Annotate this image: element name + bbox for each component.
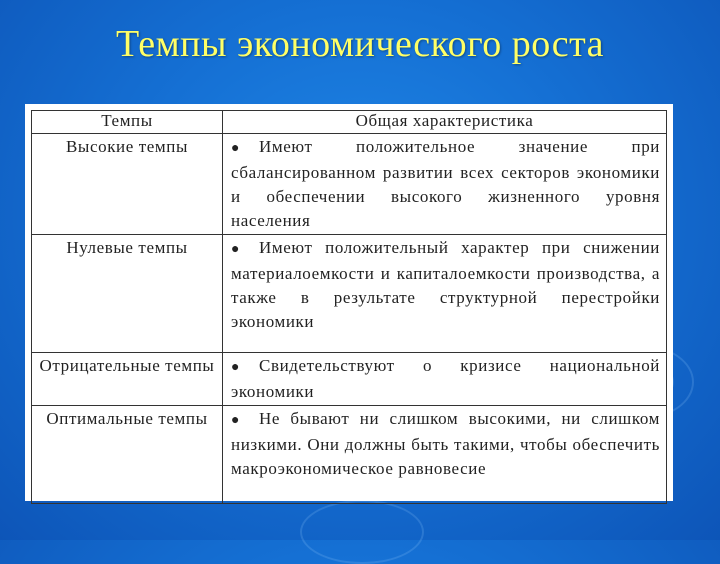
row-description: Свидетельствуют о кризисе национальной экономики: [231, 356, 660, 401]
growth-rates-table: [31, 110, 667, 504]
column-header-characteristic: Общая характеристика: [223, 111, 667, 134]
table-container: [25, 104, 673, 501]
table-row: [32, 353, 667, 406]
row-description: Имеют положительный характер при снижении материалоемкости и капиталоемкости производства, а также в результате структурной перестройки экономики: [231, 238, 660, 331]
row-description-cell: [223, 134, 667, 235]
column-header-rates: Темпы: [32, 111, 223, 134]
table-row: [32, 406, 667, 504]
row-name: Нулевые темпы: [32, 235, 223, 353]
row-description: Имеют положительное значение при сбалансированном развитии всех секторов экономики и обеспечении высокого жизненного уровня населения: [231, 137, 660, 230]
row-description-cell: [223, 406, 667, 504]
slide-title: Темпы экономического роста: [115, 23, 605, 65]
row-name: Оптимальные темпы: [32, 406, 223, 504]
row-name: Высокие темпы: [32, 134, 223, 235]
table-row: [32, 134, 667, 235]
row-name: Отрицательные темпы: [32, 353, 223, 406]
bullet-icon: ●: [231, 141, 241, 156]
row-description-cell: [223, 353, 667, 406]
table-row: [32, 235, 667, 353]
bullet-icon: ●: [231, 360, 241, 375]
bullet-icon: ●: [231, 242, 241, 257]
row-description-cell: [223, 235, 667, 353]
bullet-icon: ●: [231, 413, 241, 428]
table-header-row: [32, 111, 667, 134]
background-ripple: [300, 500, 424, 564]
row-description: Не бывают ни слишком высокими, ни слишком низкими. Они должны быть такими, чтобы обеспечить макроэкономическое равновесие: [231, 409, 660, 478]
